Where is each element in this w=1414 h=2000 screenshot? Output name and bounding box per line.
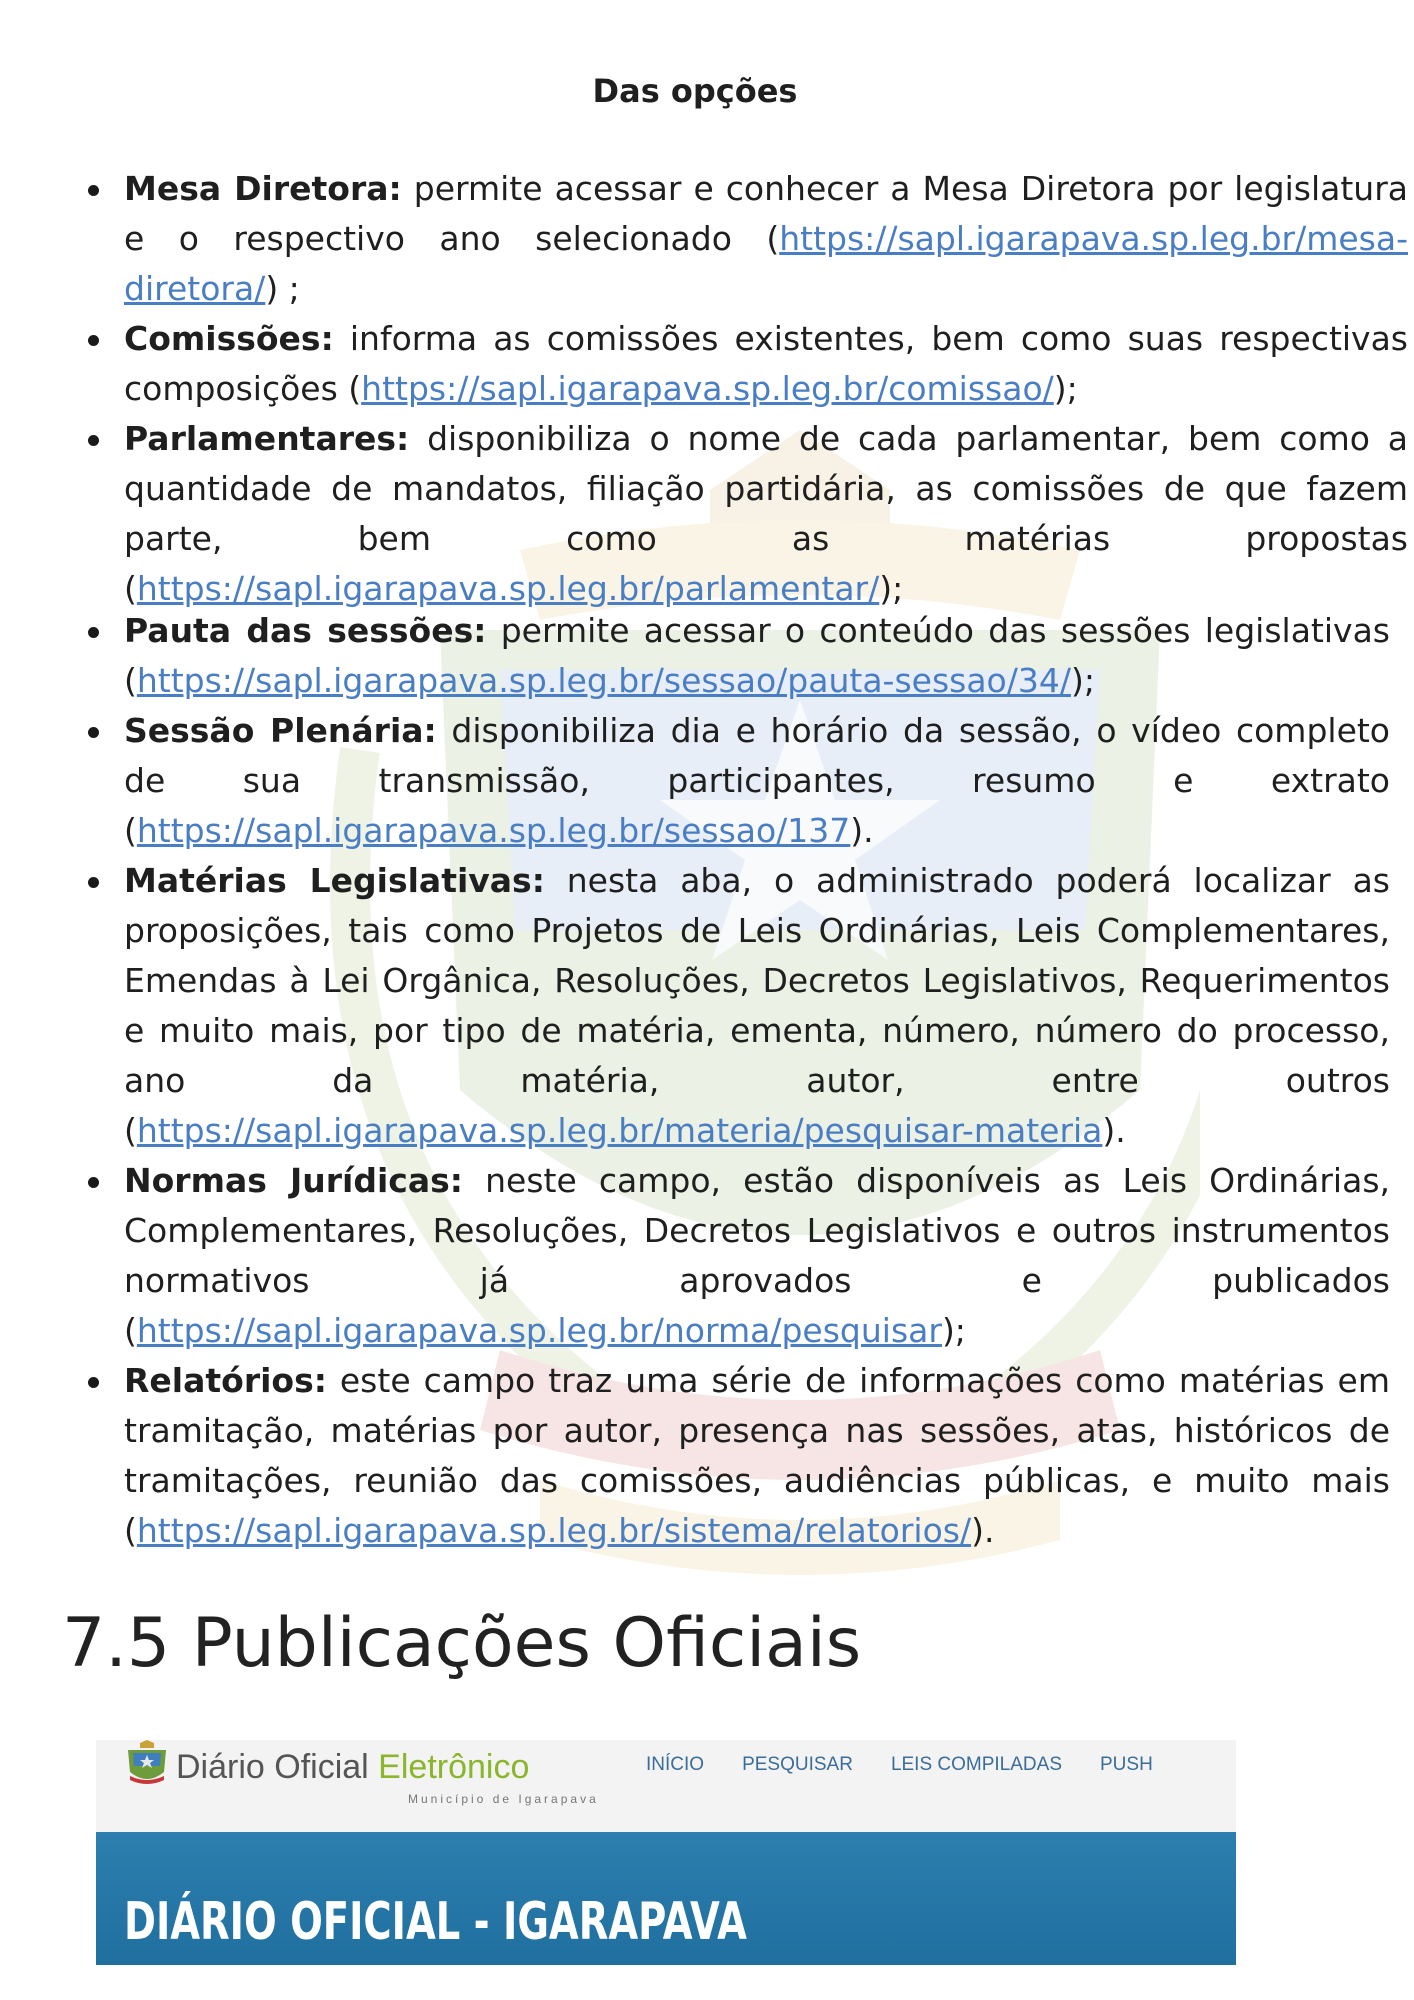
item-term: Parlamentares: <box>124 419 410 458</box>
site-brand-subtitle: Município de Igarapava <box>408 1792 599 1806</box>
item-term: Normas Jurídicas: <box>124 1161 463 1200</box>
site-banner <box>96 1832 1236 1965</box>
link-comissao[interactable]: https://sapl.igarapava.sp.leg.br/comissao/ <box>361 369 1054 408</box>
section-title: Das opções <box>592 72 798 110</box>
nav-leis-compiladas[interactable]: LEIS COMPILADAS <box>890 1754 1062 1775</box>
item-term: Comissões: <box>124 319 334 358</box>
list-item-comissoes: Comissões: informa as comissões existentes, bem como suas respectivas composições (https://sapl.igarapava.sp.leg.br/comissao/); <box>88 314 1408 414</box>
item-term: Pauta das sessões: <box>124 611 487 650</box>
banner-title: DIÁRIO OFICIAL - IGARAPAVA <box>124 1892 747 1952</box>
list-item-normas-juridicas: Normas Jurídicas: neste campo, estão disponíveis as Leis Ordinárias, Complementares, Resoluções, Decretos Legislativos e outros instrumentos normativos já aprovados e publicados (https://sapl.igarapava.sp.leg.br/norma/pesquisar); <box>88 1156 1390 1356</box>
list-item-relatorios: Relatórios: este campo traz uma série de informações como matérias em tramitação, matérias por autor, presença nas sessões, atas, históricos de tramitações, reunião das comissões, audiências públicas, e muito mais (https://sapl.igarapava.sp.leg.br/sistema/relatorios/). <box>88 1356 1390 1556</box>
link-parlamentar[interactable]: https://sapl.igarapava.sp.leg.br/parlamentar/ <box>136 569 880 608</box>
link-mesa-diretora[interactable]: https://sapl.igarapava.sp.leg.br/mesa-diretora/ <box>124 219 1408 308</box>
site-header <box>96 1740 1236 1832</box>
site-nav <box>646 1754 1153 1776</box>
item-term: Relatórios: <box>124 1361 327 1400</box>
options-list <box>88 164 1408 1556</box>
municipal-emblem-icon <box>124 1740 170 1788</box>
list-item-parlamentares: Parlamentares: disponibiliza o nome de cada parlamentar, bem como a quantidade de mandatos, filiação partidária, as comissões de que fazem parte, bem como as matérias propostas (https://sapl.igarapava.sp.leg.br/parlamentar/); <box>88 414 1408 614</box>
link-sessao[interactable]: https://sapl.igarapava.sp.leg.br/sessao/137 <box>136 811 851 850</box>
list-item-materias-legislativas: Matérias Legislativas: nesta aba, o administrado poderá localizar as proposições, tais como Projetos de Leis Ordinárias, Leis Complementares, Emendas à Lei Orgânica, Resoluções, Decretos Legislativos, Requerimentos e muito mais, por tipo de matéria, ementa, número, número do processo, ano da matéria, autor, entre outros (https://sapl.igarapava.sp.leg.br/materia/pesquisar-materia). <box>88 856 1390 1156</box>
item-term: Mesa Diretora: <box>124 169 402 208</box>
site-brand-name[interactable]: Diário Oficial Eletrônico <box>176 1748 530 1786</box>
nav-inicio[interactable]: INÍCIO <box>646 1754 705 1775</box>
diario-oficial-screenshot <box>96 1740 1236 1965</box>
chapter-heading: 7.5 Publicações Oficiais <box>62 1604 862 1683</box>
list-item-pauta-sessoes: Pauta das sessões: permite acessar o conteúdo das sessões legislativas (https://sapl.igarapava.sp.leg.br/sessao/pauta-sessao/34/); <box>88 606 1390 706</box>
link-pesquisar-materia[interactable]: https://sapl.igarapava.sp.leg.br/materia/pesquisar-materia <box>136 1111 1103 1150</box>
list-item-sessao-plenaria: Sessão Plenária: disponibiliza dia e horário da sessão, o vídeo completo de sua transmissão, participantes, resumo e extrato (https://sapl.igarapava.sp.leg.br/sessao/137). <box>88 706 1390 856</box>
link-relatorios[interactable]: https://sapl.igarapava.sp.leg.br/sistema/relatorios/ <box>136 1511 972 1550</box>
nav-pesquisar[interactable]: PESQUISAR <box>742 1754 853 1775</box>
item-term: Matérias Legislativas: <box>124 861 545 900</box>
item-term: Sessão Plenária: <box>124 711 437 750</box>
list-item-mesa-diretora: Mesa Diretora: permite acessar e conhecer a Mesa Diretora por legislatura e o respectivo ano selecionado (https://sapl.igarapava.sp.leg.br/mesa-diretora/) ; <box>88 164 1408 314</box>
link-norma-pesquisar[interactable]: https://sapl.igarapava.sp.leg.br/norma/pesquisar <box>136 1311 942 1350</box>
nav-push[interactable]: PUSH <box>1100 1754 1153 1775</box>
link-pauta-sessao[interactable]: https://sapl.igarapava.sp.leg.br/sessao/pauta-sessao/34/ <box>136 661 1071 700</box>
